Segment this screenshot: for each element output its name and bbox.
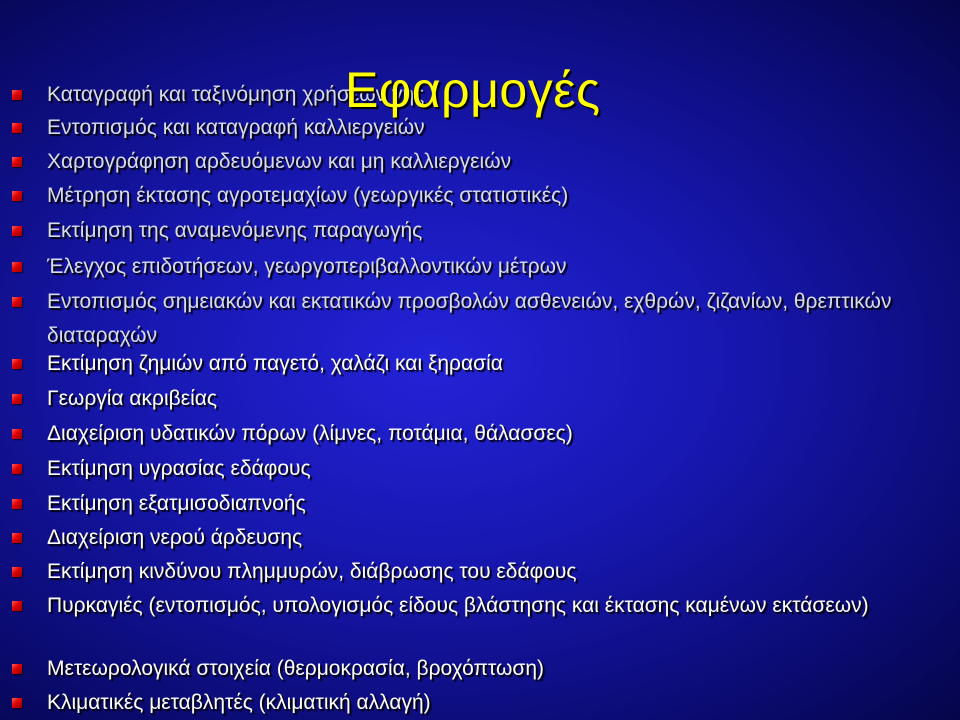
bullet-icon [12,567,22,577]
list-item-text: Πυρκαγιές (εντοπισμός, υπολογισμός είδους βλάστησης και έκτασης καμένων εκτάσεων) [47,594,869,617]
slide-title: Εφαρμογές [345,62,601,118]
bullet-icon [12,533,22,543]
list-item-text: Χαρτογράφηση αρδευόμενων και μη καλλιεργειών [47,150,512,173]
list-item-text: Εκτίμηση της αναμενόμενης παραγωγής [47,219,423,242]
list-item-text: Εκτίμηση ζημιών από παγετό, χαλάζι και ξηρασία [47,352,503,375]
list-item-text: Εκτίμηση υγρασίας εδάφους [47,457,311,480]
bullet-icon [12,601,22,611]
bullet-icon [12,262,22,272]
list-item-text: Εκτίμηση εξατμισοδιαπνοής [47,492,306,515]
bullet-icon [12,429,22,439]
list-item-text: Μετεωρολογικά στοιχεία (θερμοκρασία, βροχόπτωση) [47,657,544,680]
bullet-icon [12,123,22,133]
list-item-text: Γεωργία ακριβείας [47,387,218,410]
bullet-icon [12,90,22,100]
bullet-icon [12,464,22,474]
list-item-text: Κλιματικές μεταβλητές (κλιματική αλλαγή) [47,691,431,714]
bullet-icon [12,499,22,509]
list-item-text: Καταγραφή και ταξινόμηση χρήσεων γης [47,83,425,106]
list-item-text: Εντοπισμός σημειακών και εκτατικών προσβολών ασθενειών, εχθρών, ζιζανίων, θρεπτικών διαταραχών [47,290,892,347]
list-item-text: Διαχείριση νερού άρδευσης [47,526,303,549]
list-item-text: Εκτίμηση κινδύνου πλημμυρών, διάβρωσης του εδάφους [47,560,577,583]
bullet-icon [12,157,22,167]
bullet-icon [12,191,22,201]
bullet-icon [12,226,22,236]
list-item-text: Εντοπισμός και καταγραφή καλλιεργειών [47,116,425,139]
list-item-text: Διαχείριση υδατικών πόρων (λίμνες, ποτάμια, θάλασσες) [47,422,573,445]
bullet-icon [12,698,22,708]
bullet-icon [12,297,22,307]
bullet-icon [12,394,22,404]
bullet-icon [12,359,22,369]
list-item-text: Μέτρηση έκτασης αγροτεμαχίων (γεωργικές στατιστικές) [47,184,569,207]
bullet-icon [12,664,22,674]
list-item-text: Έλεγχος επιδοτήσεων, γεωργοπεριβαλλοντικών μέτρων [47,255,567,278]
